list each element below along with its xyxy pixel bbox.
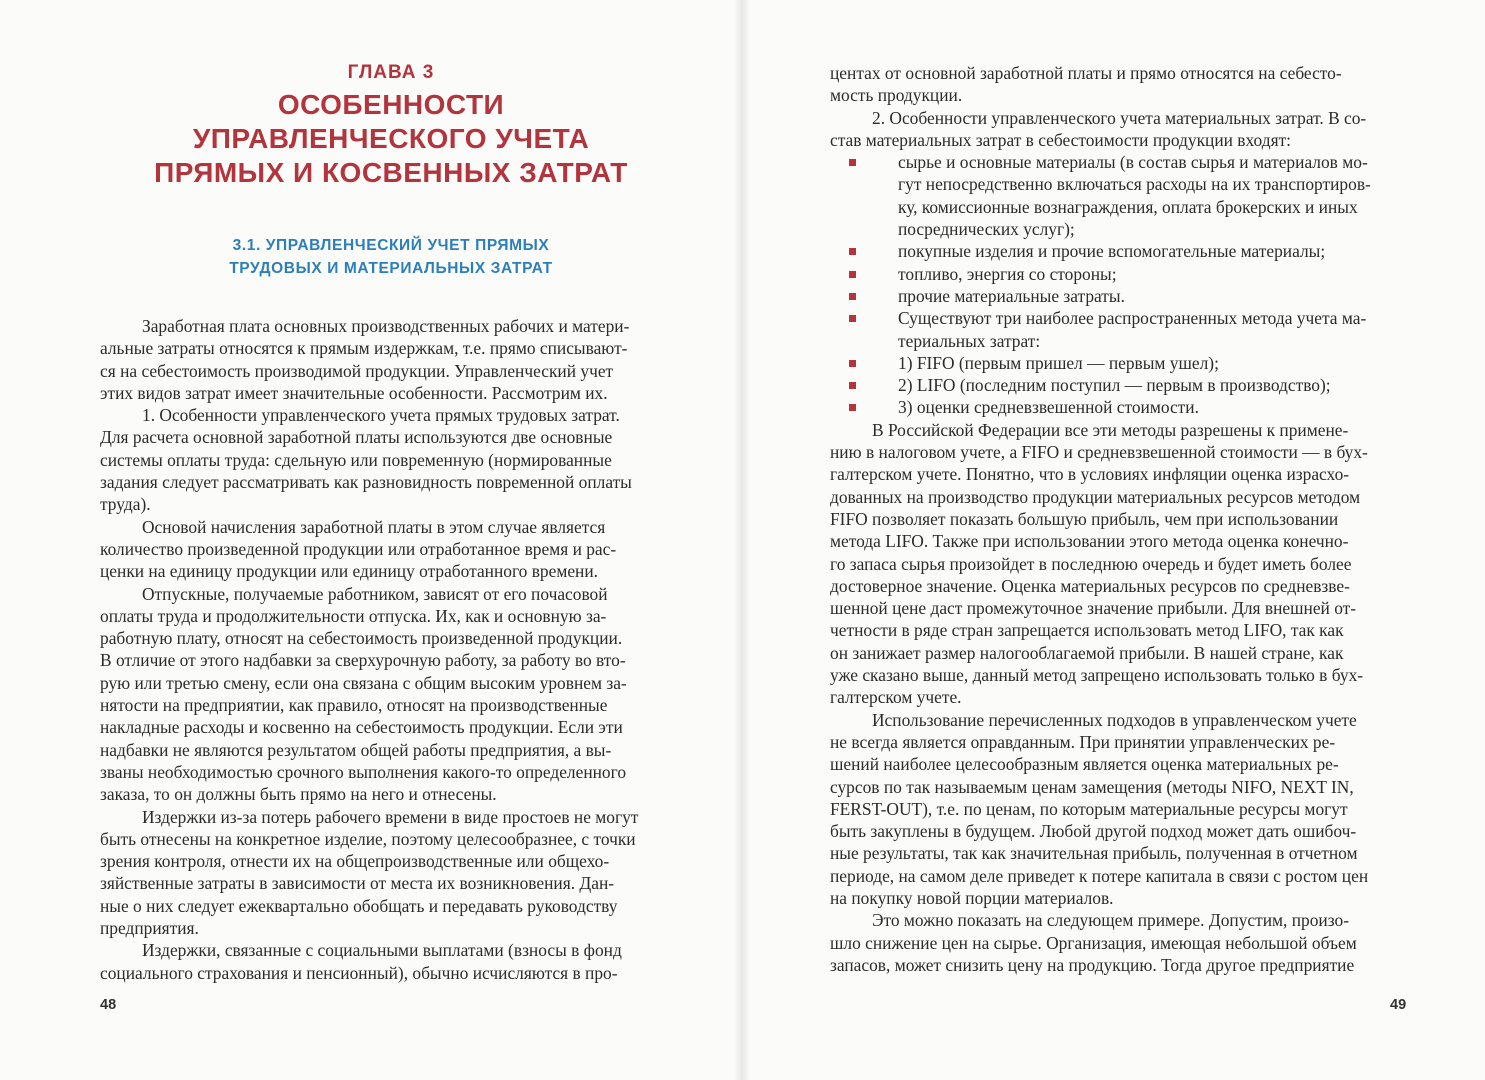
text-line: труда). <box>100 494 151 515</box>
text-line: он занижает размер налогооблагаемой прибыли. В нашей стране, как <box>830 642 1344 663</box>
text-line: FERST-OUT), т.е. по ценам, по которым материальные ресурсы могут <box>830 798 1348 819</box>
text-line: Издержки, связанные с социальными выплатами (взносы в фонд <box>142 940 622 961</box>
text-line: став материальных затрат в себестоимости продукции входят: <box>830 129 1292 150</box>
text-line: зрения контроля, отнести их на общепроизводственные или общехо- <box>100 851 610 872</box>
text-line: уже сказано выше, данный метод запрещено использовать только в бух- <box>830 665 1364 686</box>
text-line: накладные расходы и косвенно на себестоимость продукции. Если эти <box>100 717 623 738</box>
text-line: ся на себестоимость производимой продукции. Управленческий учет <box>100 360 614 381</box>
text-line: шений наиболее целесообразным является оценка материальных ре- <box>830 754 1339 775</box>
text-line: метода LIFO. Также при использовании этого метода оценка конечно- <box>830 531 1349 552</box>
text-line: В отличие от этого надбавки за сверхурочную работу, за работу во вто- <box>100 650 626 671</box>
text-line: оплаты труда и продолжительности отпуска. Их, как и основную за- <box>100 605 607 626</box>
bullet-item: Существуют три наиболее распространенных метода учета ма- <box>830 307 1412 329</box>
bullet-item: 3) оценки средневзвешенной стоимости. <box>830 396 1412 418</box>
text-line: Основой начисления заработной платы в этом случае является <box>142 516 606 537</box>
text-line: В Российской Федерации все эти методы разрешены к примене- <box>872 419 1349 440</box>
bullet-item: 1) FIFO (первым пришел — первым ушел); <box>830 352 1412 374</box>
right-body-text <box>830 62 1412 976</box>
text-line: Заработная плата основных производственных рабочих и матери- <box>142 316 630 336</box>
text-line: социального страхования и пенсионный), обычно исчисляются в про- <box>100 962 618 983</box>
text-line: задания следует рассматривать как разновидность повременной оплаты <box>100 472 632 493</box>
text-line: центах от основной заработной платы и прямо относятся на себесто- <box>830 63 1342 83</box>
bullet-item-continuation: териальных затрат: <box>898 330 1041 351</box>
text-line: на покупку новой порции материалов. <box>830 887 1114 908</box>
text-line: быть отнесены на конкретное изделие, поэтому целесообразнее, с точки <box>100 828 636 849</box>
text-line: ные о них следует ежеквартально обобщать и передавать руководству <box>100 895 618 916</box>
bullet-item: покупные изделия и прочие вспомогательные материалы; <box>830 240 1412 262</box>
text-line: не всегда является оправданным. При принятии управленческих ре- <box>830 731 1336 752</box>
text-line: рую или третью смену, если она связана с общим высоким уровнем за- <box>100 672 627 693</box>
text-line: 1. Особенности управленческого учета прямых трудовых затрат. <box>142 405 620 426</box>
text-line: Использование перечисленных подходов в управленческом учете <box>872 709 1357 730</box>
text-line: мость продукции. <box>830 85 963 106</box>
left-body-text <box>100 315 684 984</box>
text-line: нятости на предприятии, как правило, относят на производственные <box>100 695 608 716</box>
section-title <box>100 234 682 280</box>
bullet-item: прочие материальные затраты. <box>830 285 1412 307</box>
text-line: быть закуплены в будущем. Любой другой подход может дать ошибоч- <box>830 821 1357 842</box>
text-line: предприятия. <box>100 918 199 939</box>
text-line: Для расчета основной заработной платы используются две основные <box>100 427 613 448</box>
text-line: го запаса сырья произойдет в последнюю очередь и будет иметь более <box>830 553 1352 574</box>
section-title-line: ТРУДОВЫХ И МАТЕРИАЛЬНЫХ ЗАТРАТ <box>229 260 553 277</box>
left-page <box>0 0 742 1080</box>
text-line: надбавки не являются результатом общей работы предприятия, а вы- <box>100 739 612 760</box>
page-number-left: 48 <box>100 997 117 1013</box>
text-line: четности в ряде стран запрещается использовать метод LIFO, так как <box>830 620 1344 641</box>
text-line: количество произведенной продукции или отработанное время и рас- <box>100 538 617 559</box>
text-line: периоде, на самом деле приведет к потере капитала в связи с ростом цен <box>830 865 1369 886</box>
text-line: дованных на производство продукции материальных ресурсов методом <box>830 486 1361 507</box>
text-line: зяйственные затраты в зависимости от места их возникновения. Дан- <box>100 873 615 894</box>
text-line: Отпускные, получаемые работником, зависят от его почасовой <box>142 583 608 604</box>
chapter-title-line: ПРЯМЫХ И КОСВЕННЫХ ЗАТРАТ <box>154 157 628 188</box>
text-line: этих видов затрат имеет значительные особенности. Рассмотрим их. <box>100 382 608 403</box>
bullet-item: 2) LIFO (последним поступил — первым в производство); <box>830 374 1412 396</box>
text-line: FIFO позволяет показать большую прибыль, чем при использовании <box>830 508 1339 529</box>
chapter-label: ГЛАВА 3 <box>347 62 435 83</box>
text-line: 2. Особенности управленческого учета материальных затрат. В со- <box>872 107 1367 128</box>
bullet-item: топливо, энергия со стороны; <box>830 263 1412 285</box>
page-number-right: 49 <box>1390 997 1407 1013</box>
text-line: Издержки из-за потерь рабочего времени в виде простоев не могут <box>142 806 639 827</box>
text-line: альные затраты относятся к прямым издержкам, т.е. прямо списывают- <box>100 338 628 359</box>
text-line: сурсов по так называемым ценам замещения (методы NIFO, NEXT IN, <box>830 776 1354 797</box>
text-line: ные результаты, так как значительная прибыль, полученная в отчетном <box>830 843 1358 864</box>
text-line: нию в налоговом учете, а FIFO и средневзвешенной стоимости — в бух- <box>830 442 1368 463</box>
text-line: шло снижение цен на сырье. Организация, имеющая небольшой объем <box>830 932 1357 953</box>
text-line: ценки на единицу продукции или единицу отработанного времени. <box>100 561 599 582</box>
text-line: заказа, то он должны быть прямо на него и отнесены. <box>100 784 497 805</box>
text-line: работную плату, относят на себестоимость произведенной продукции. <box>100 628 623 649</box>
text-line: шенной цене даст промежуточное значение прибыли. Для внешней от- <box>830 598 1357 619</box>
text-line: галтерском учете. <box>830 687 962 708</box>
bullet-item-continuation: гут непосредственно включаться расходы на их транспортиров- <box>898 174 1371 195</box>
section-title-line: 3.1. УПРАВЛЕНЧЕСКИЙ УЧЕТ ПРЯМЫХ <box>232 237 550 254</box>
bullet-item: сырье и основные материалы (в состав сырья и материалов мо- <box>830 151 1412 173</box>
text-line: достоверное значение. Оценка материальных ресурсов по средневзве- <box>830 575 1350 596</box>
text-line: галтерском учете. Понятно, что в условиях инфляции оценка израсхо- <box>830 464 1350 485</box>
text-line: запасов, может снизить цену на продукцию. Тогда другое предприятие <box>830 954 1355 975</box>
text-line: системы оплаты труда: сдельную или повременную (нормированные <box>100 449 612 470</box>
chapter-title-line: ОСОБЕННОСТИ <box>277 89 505 120</box>
chapter-title-line: УПРАВЛЕНЧЕСКОГО УЧЕТА <box>192 123 590 154</box>
text-line: Это можно показать на следующем примере. Допустим, произо- <box>872 910 1349 931</box>
chapter-title <box>100 88 682 190</box>
text-line: званы необходимостью срочного выполнения какого-то определенного <box>100 761 627 782</box>
bullet-item-continuation: посреднических услуг); <box>898 219 1075 240</box>
book-gutter <box>734 0 750 1080</box>
bullet-item-continuation: ку, комиссионные вознаграждения, оплата брокерских и иных <box>898 196 1358 217</box>
